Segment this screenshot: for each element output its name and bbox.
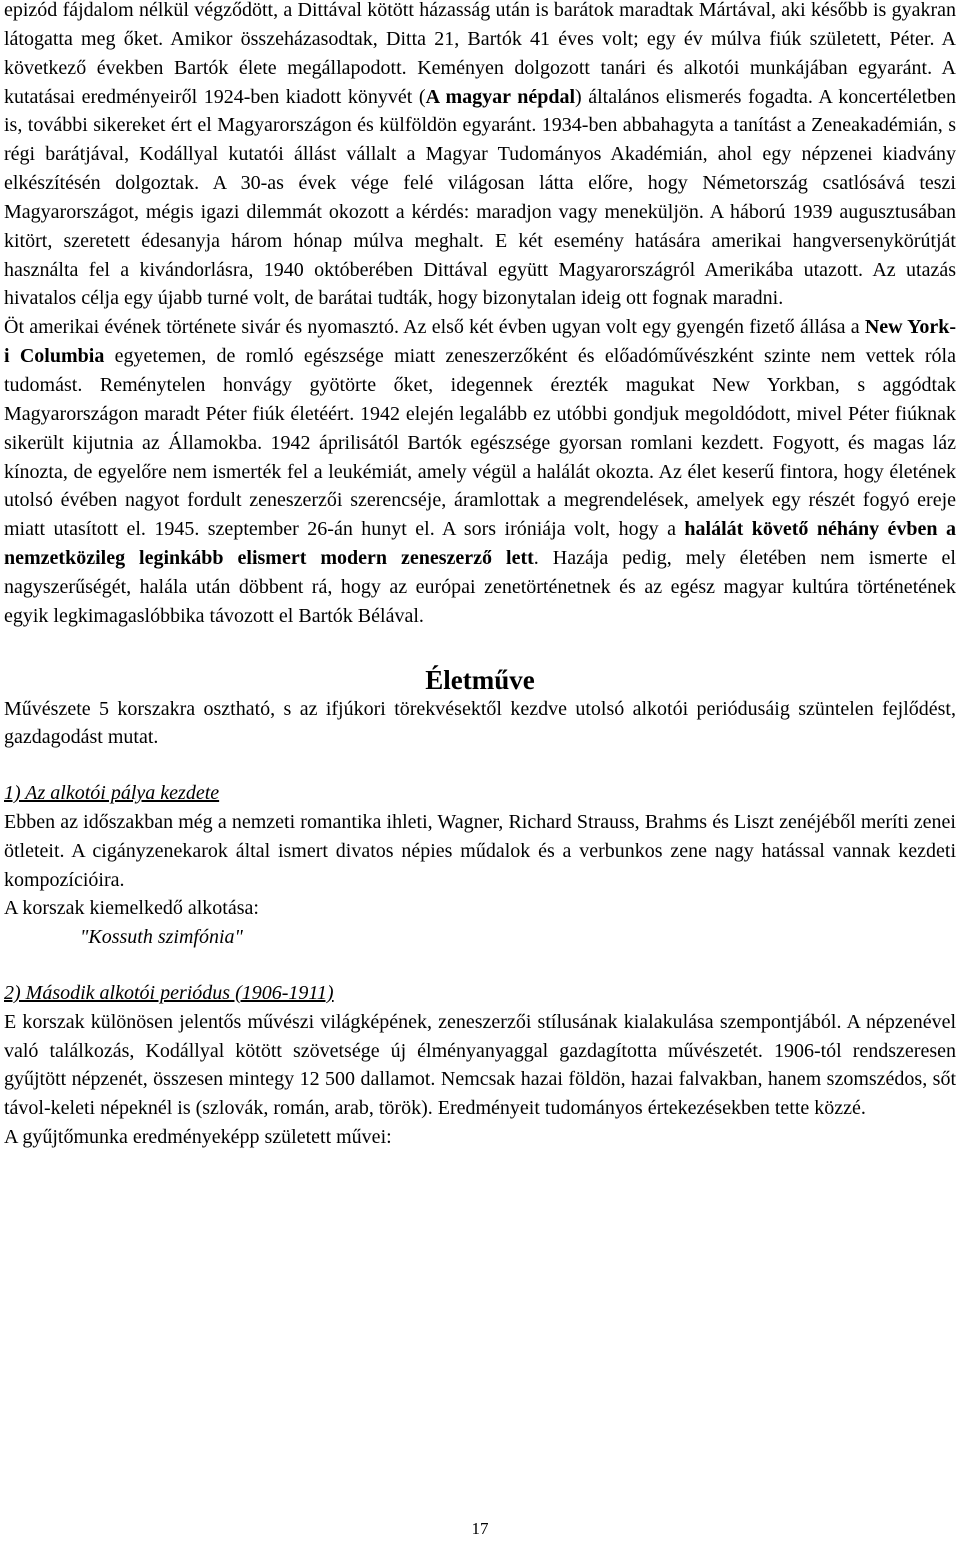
page-number: 17 (471, 1519, 489, 1538)
section-1-title: 1) Az alkotói pálya kezdete (4, 782, 220, 805)
text-run: epizód fájdalom nélkül végződött, a Dittával kötött házasság után is barátok maradtak Mártával, aki később is gyakran látogatta meg őket. Amikor összeházasodtak, Ditta 21, Bartók 41 éves volt; egy év múlva fiúk született, Péter. A következő években Bartók élete megállapodott. Keményen dolgozott tanári és alkotói munkájában egyaránt. A kutatásai eredményeiről 1924-ben kiadott könyvét ( (4, 0, 956, 108)
text-run: egyetemen, de romló egészsége miatt zeneszerzőként és előadóművészként szinte nem vettek róla tudomást. Reménytelen honvágy gyötörte őket, idegennek érezték magukat New Yorkban, s aggódtak Magyarországon maradt Péter fiúk életéért. 1942 elején legalább ez utóbbi gondjuk megoldódott, mivel Péter fiúknak sikerült kijutnia az Államokba. 1942 áprilisától Bartók egészsége gyorsan romlani kezdett. Fogyott, és magas láz kínozta, de egyelőre nem ismerték fel a leukémiát, amely végül a halálát okozta. Az élet keserű fintora, hogy életének utolsó évében nagyot fordult zeneszerzői szerencséje, áramlottak a megrendelések, amelyek egy részét fogyó ereje miatt utasított el. 1945. szeptember 26-án hunyt el. A sors iróniája volt, hogy a (4, 345, 956, 541)
section-2-text: E korszak különösen jelentős művészi világképének, zeneszerzői stílusának kialakulása szempontjából. A népzenével való találkozás, Kodállyal kötött szövetsége új élményanyaggal gazdagította művészetét. 1906-tól rendszeresen gyűjtött népzenét, összesen mintegy 12 500 dallamot. Nemcsak hazai földön, hazai falvakban, hanem szomszédos, sőt távol-keleti népeknél is (szlovák, román, arab, török). Eredményeit tudományos értekezésekben tette közzé. (4, 1010, 956, 1120)
text-run: Öt amerikai évének története sivár és nyomasztó. Az első két évben ugyan volt egy gyengén fizető állása a (4, 316, 865, 339)
section-heading: Életműve (425, 664, 535, 695)
section-1-highlight-label: A korszak kiemelkedő alkotása: (4, 897, 259, 920)
text-run: ) általános elismerés fogadta. A koncertéletben is, további sikereket ért el Magyarországon és külföldön egyaránt. 1934-ben abbahagyta a tanítást a Zeneakadémián, s régi barátjával, Kodállyal kutatói állást vállalt a Magyar Tudományos Akadémián, ahol egy népzenei kiadvány elkészítésén dolgoztak. A 30-as évek vége felé világosan látta előre, hogy Németország csatlósává teszi Magyarországot, mégis igazi dilemmát okozott a kérdés: maradjon vagy meneküljön. A háború 1939 augusztusában kitört, szeretett édesanyja három hónap múlva meghalt. E két esemény hatására amerikai hangversenykörútját használta fel a kivándorlásra, 1940 októberében Dittával együtt Magyarországról Amerikába utazott. Az utazás hivatalos célja egy újabb turné volt, de barátai tudták, hogy bizonytalan ideig ott fognak maradni. (4, 85, 956, 310)
section-1-work: "Kossuth szimfónia" (80, 926, 243, 949)
intro-paragraph: Művészete 5 korszakra osztható, s az ifjúkori törekvésektől kezdve utolsó alkotói periódusáig szüntelen fejlődést, gazdagodást mutat. (4, 697, 956, 749)
biography-paragraph-1 (4, 0, 956, 313)
book-title: A magyar népdal (425, 85, 575, 108)
section-2-title: 2) Második alkotói periódus (1906-1911) (4, 981, 334, 1004)
section-2-closing: A gyűjtőmunka eredményeképp született művei: (4, 1125, 392, 1148)
text-run: . Hazája pedig, mely életében nem ismerte el nagyszerűségét, halála után döbbent rá, hogy az európai zenetörténetnek és az egész magyar kultúra történetének egyik legkimagaslóbbika távozott el Bartók Bélával. (4, 547, 956, 627)
section-1-text: Ebben az időszakban még a nemzeti romantika ihleti, Wagner, Richard Strauss, Brahms és Liszt zenéjéből meríti zenei ötleteit. A cigányzenekarok által ismert divatos népies műdalok és a verbunkos zene nagy hatással vannak kezdeti kompozícióira. (4, 810, 956, 891)
university-name: New York-i Columbia (4, 316, 956, 368)
biography-paragraph-2 (4, 313, 956, 630)
legacy-statement: halálát követő néhány évben a nemzetközileg leginkább elismert modern zeneszerző lett (4, 518, 957, 570)
